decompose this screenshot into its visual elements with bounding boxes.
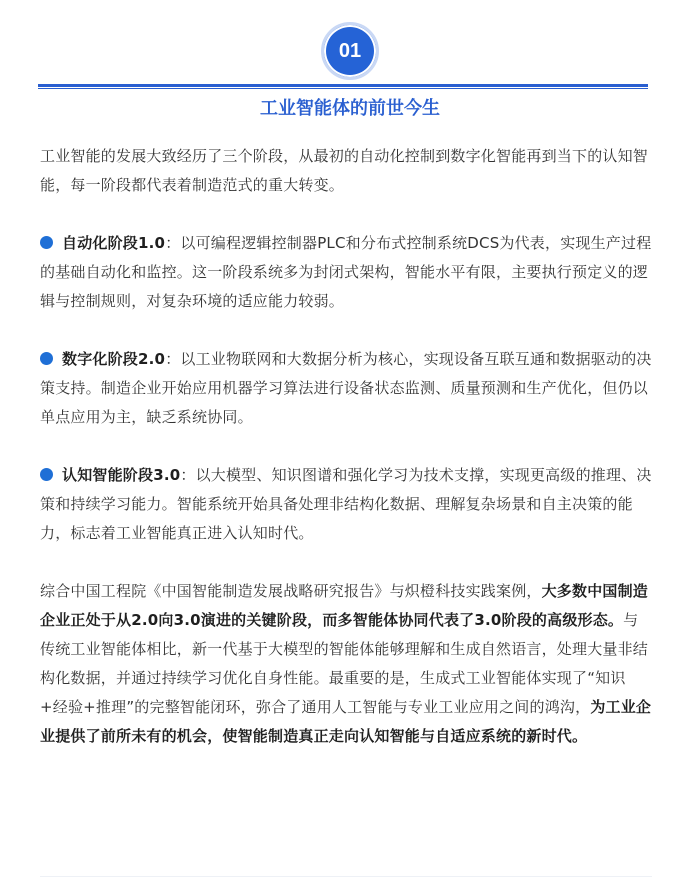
bullet-dot-icon — [40, 236, 53, 249]
intro-paragraph: 工业智能的发展大致经历了三个阶段，从最初的自动化控制到数字化智能再到当下的认知智能，每一阶段都代表着制造范式的重大转变。 — [40, 147, 649, 194]
stage-text: ：以工业物联网和大数据分析为核心，实现设备互联互通和数据驱动的决策支持。制造企业开始应用机器学习算法进行设备状态监测、质量预测和生产优化，但仍以单点应用为主，缺乏系统协同。 — [40, 350, 652, 426]
bullet-dot-icon — [40, 352, 53, 365]
stage-paragraph-2 — [40, 345, 652, 432]
stage-text: ：以大模型、知识图谱和强化学习为技术支撑，实现更高级的推理、决策和持续学习能力。智能系统开始具备处理非结构化数据、理解复杂场景和自主决策的能力，标志着工业智能真正进入认知时代。 — [40, 466, 652, 542]
section-badge-wrap — [0, 22, 700, 80]
stage-label: 数字化阶段2.0 — [62, 350, 166, 368]
summary-text: 与传统工业智能体相比，新一代基于大模型的智能体能够理解和生成自然语言，处理大量非结构化数据，并通过持续学习优化自身性能。最重要的是，生成式工业智能体实现了“知识+经验+推理”的完整智能闭环，弥合了通用人工智能与专业工业应用之间的鸿沟， — [40, 611, 649, 716]
summary-emphasis: 为工业企业提供了前所未有的机会，使智能制造真正走向认知智能与自适应系统的新时代。 — [40, 698, 652, 745]
section-title: 工业智能体的前世今生 — [260, 98, 440, 119]
stage-paragraph-1 — [40, 229, 652, 316]
bottom-divider — [40, 876, 652, 877]
summary-paragraph — [40, 577, 652, 751]
stage-label: 认知智能阶段3.0 — [62, 466, 181, 484]
divider-thick-line — [38, 84, 648, 87]
stage-paragraph-3 — [40, 461, 652, 548]
article-body — [40, 142, 652, 751]
title-divider — [38, 84, 648, 89]
summary-emphasis: 大多数中国制造企业正处于从2.0向3.0演进的关键阶段，而多智能体协同代表了3.0阶段的高级形态。 — [40, 582, 649, 629]
section-number-badge: 01 — [321, 22, 379, 80]
bullet-dot-icon — [40, 468, 53, 481]
summary-text: 综合中国工程院《中国智能制造发展战略研究报告》与炽橙科技实践案例， — [40, 582, 542, 600]
stage-label: 自动化阶段1.0 — [62, 234, 166, 252]
divider-thin-line — [38, 88, 648, 89]
stage-text: ：以可编程逻辑控制器PLC和分布式控制系统DCS为代表，实现生产过程的基础自动化和监控。这一阶段系统多为封闭式架构，智能水平有限，主要执行预定义的逻辑与控制规则，对复杂环境的适应能力较弱。 — [40, 234, 652, 310]
